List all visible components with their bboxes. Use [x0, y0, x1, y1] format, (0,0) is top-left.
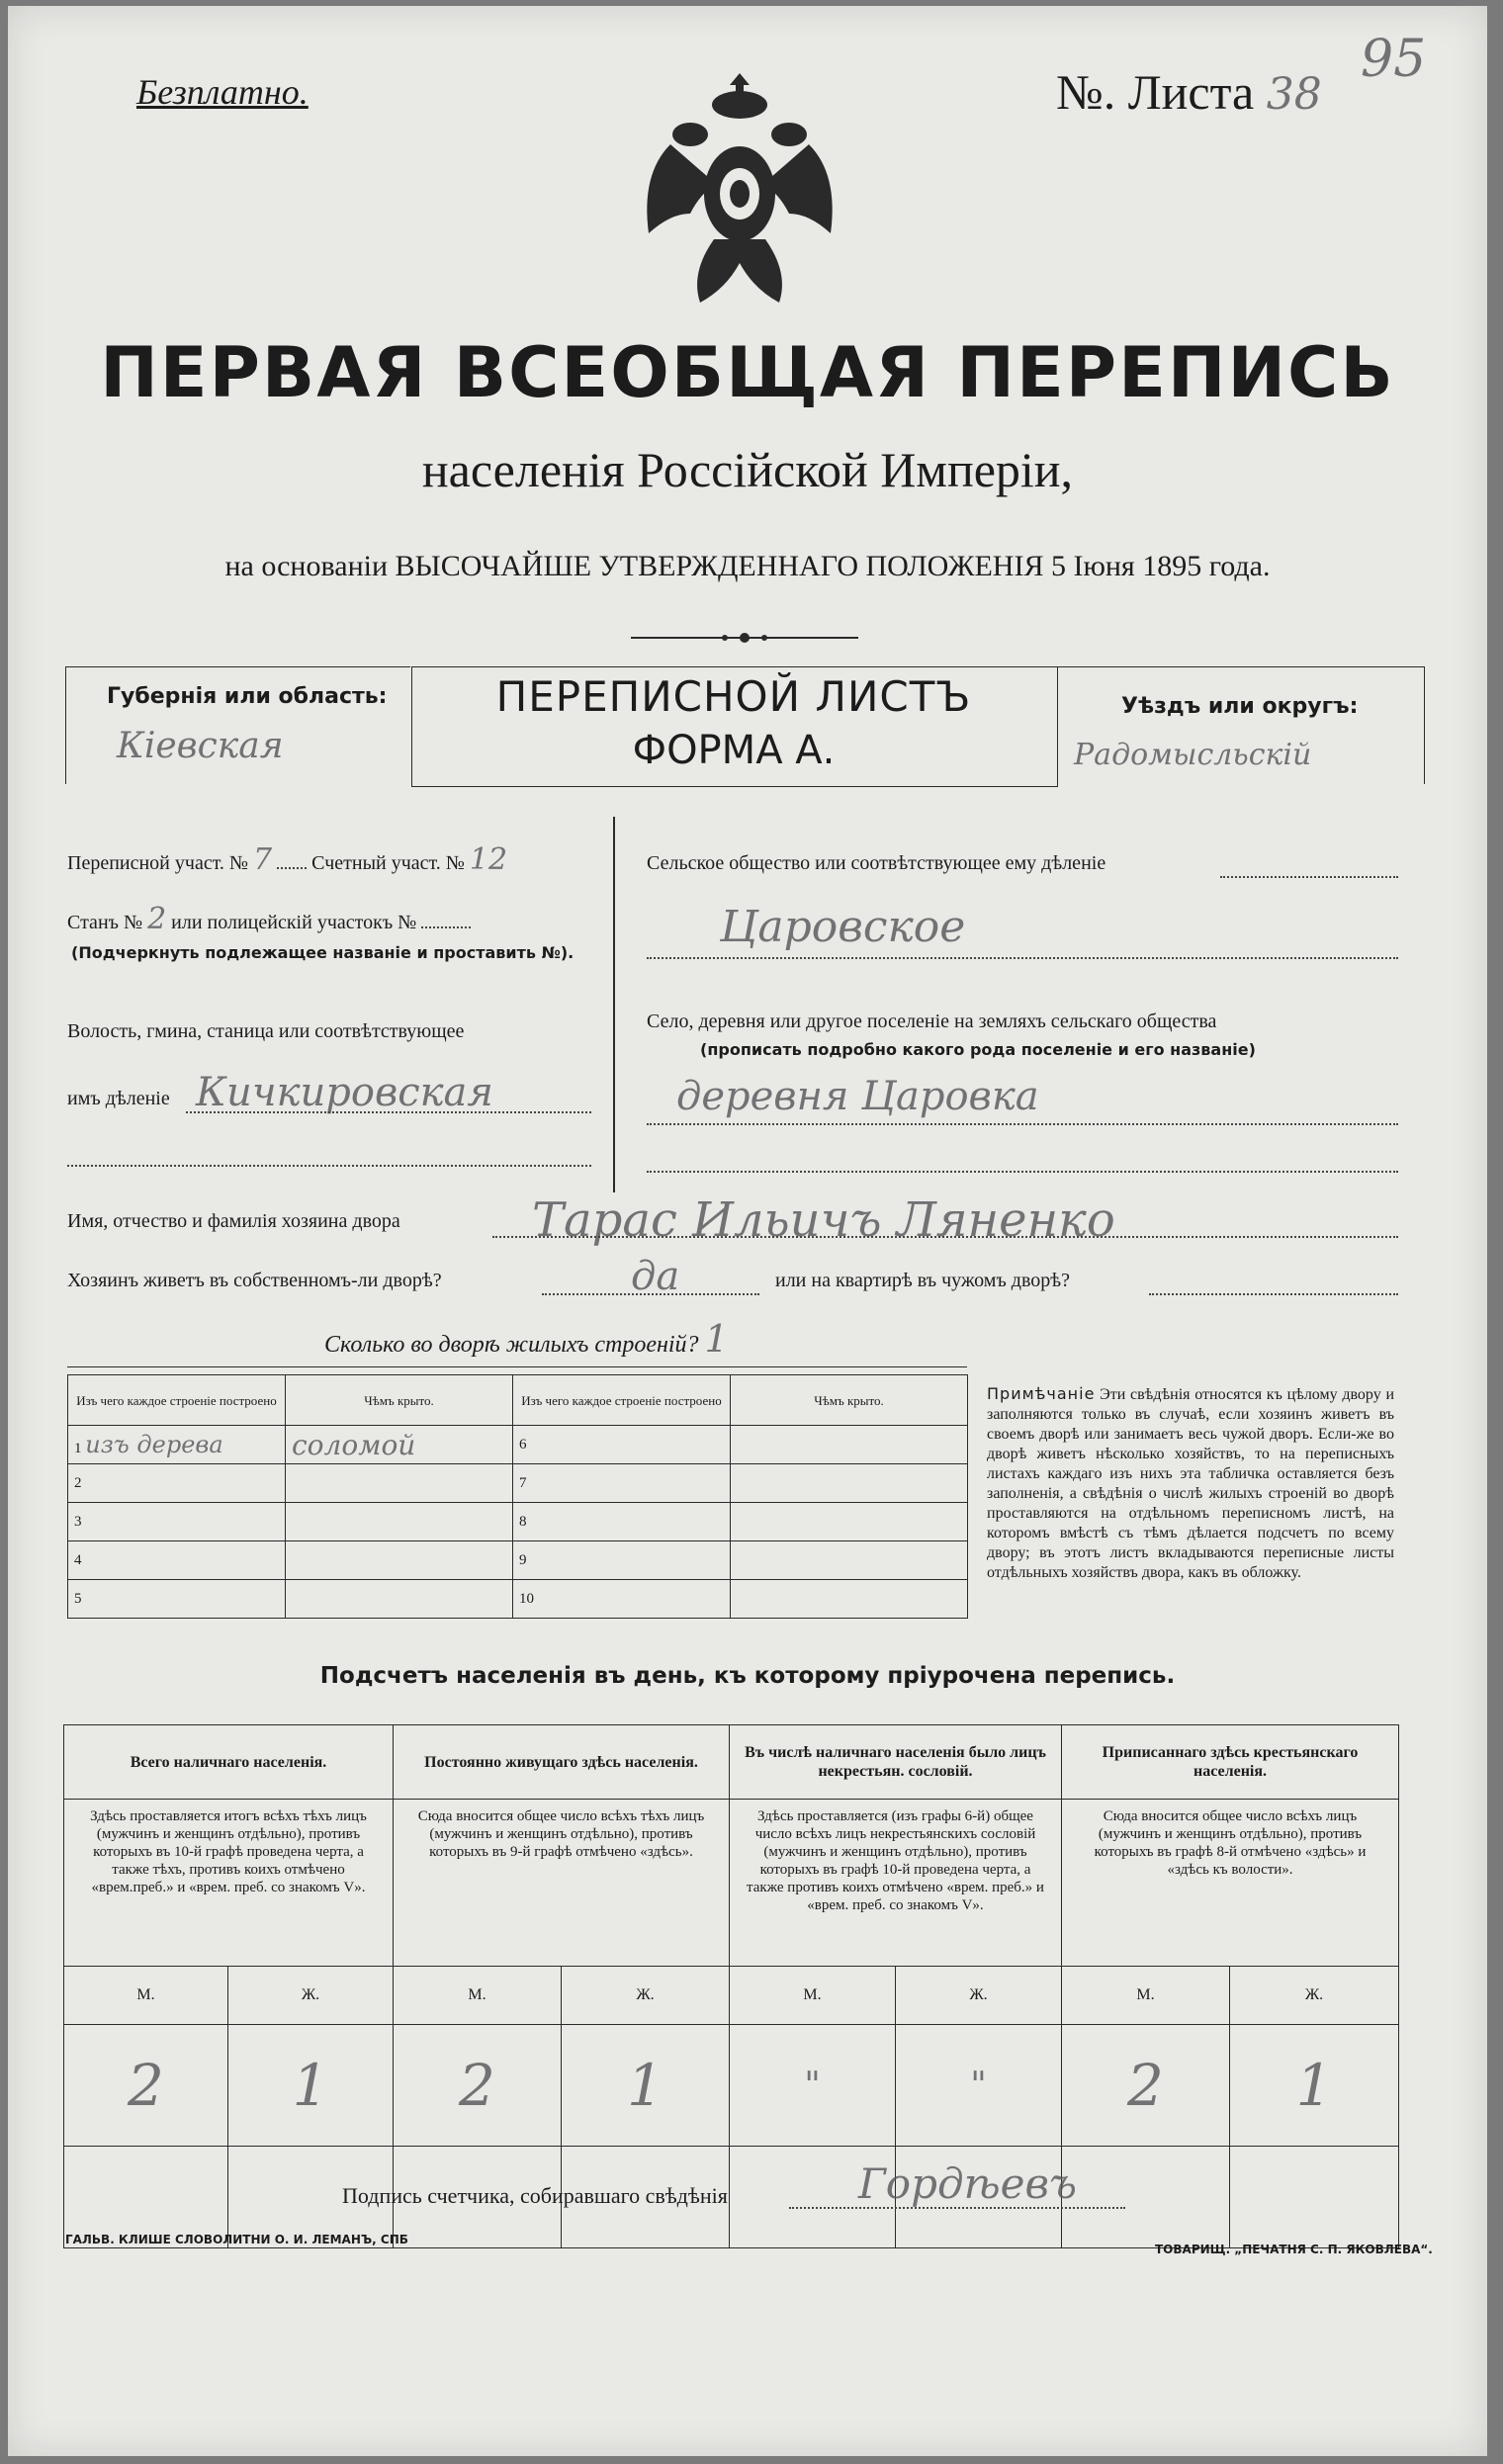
m-label: М.	[394, 1967, 562, 2025]
m-label: М.	[730, 1967, 896, 2025]
col-head-permanent: Постоянно живущаго здѣсь населенія.	[394, 1725, 730, 1800]
signature-value: Гордѣевъ	[858, 2159, 1077, 2208]
m-label: М.	[64, 1967, 228, 2025]
col-roof-left: Чѣмъ крыто.	[286, 1375, 513, 1426]
buildings-top-rule	[67, 1366, 967, 1367]
value-total-m: 2	[64, 2025, 228, 2147]
uezd-label: Уѣздъ или округъ:	[1121, 694, 1359, 719]
volost-label-2: имъ дѣленіе	[67, 1088, 170, 1109]
population-table	[63, 1724, 1399, 2248]
volost-label-1: Волость, гмина, станица или соотвѣтствующее	[67, 1020, 465, 1042]
col-head-total: Всего наличнаго населенія.	[64, 1725, 394, 1800]
table-row	[64, 2025, 1399, 2147]
society-value: Царовское	[720, 902, 966, 952]
underline-note: (Подчеркнуть подлежащее названіе и проставить №).	[71, 943, 575, 962]
district-divider	[613, 817, 615, 1192]
volost-dots	[186, 1111, 591, 1113]
f-label: Ж.	[562, 1967, 730, 2025]
printer-right: ТОВАРИЩ. „ПЕЧАТНЯ С. П. ЯКОВЛЕВА“.	[1155, 2243, 1433, 2256]
value-permanent-f: 1	[562, 2025, 730, 2147]
society-label: Сельское общество или соотвѣтствующее ему дѣленіе	[647, 852, 1106, 874]
table-row: 3 8	[68, 1503, 968, 1541]
value-peasant-f: 1	[1230, 2025, 1399, 2147]
desc-total: Здѣсь проставляется итогъ всѣхъ тѣхъ лицъ (мужчинъ и женщинъ отдѣльно), противъ которыхъ въ 10-й графѣ проведена черта, а также тѣхъ, противъ коихъ отмѣчено «врем.преб.» и «врем. преб. со знакомъ V».	[64, 1800, 394, 1967]
buildings-count: Сколько во дворѣ жилыхъ строеній? 1	[324, 1317, 729, 1361]
m-label: М.	[1062, 1967, 1230, 2025]
value-non-peasant-m: "	[730, 2025, 896, 2147]
form-title-line1: ПЕРЕПИСНОЙ ЛИСТЪ	[495, 672, 972, 721]
subtitle: населенія Россійской Имперіи,	[421, 442, 1074, 497]
table-row: 5 10	[68, 1580, 968, 1619]
value-non-peasant-f: "	[896, 2025, 1062, 2147]
own-yard-value: да	[631, 1254, 680, 1299]
village-value: деревня Царовка	[676, 1074, 1039, 1119]
owner-name-value: Тарас Ильичъ Ляненко	[532, 1192, 1115, 1248]
stan-line: Станъ № 2 или полицейскій участокъ №	[67, 902, 471, 936]
table-row: 1 изъ дерева соломой 6	[68, 1426, 968, 1464]
desc-peasant: Сюда вносится общее число всѣхъ лицъ (мужчинъ и женщинъ отдѣльно), противъ которыхъ въ графѣ 8-й отмѣчено «здѣсь» и «здѣсь къ волости».	[1062, 1800, 1399, 1967]
buildings-table	[67, 1374, 968, 1619]
population-title: Подсчетъ населенія въ день, къ которому пріурочена перепись.	[319, 1663, 1176, 1689]
village-dots-2	[647, 1171, 1398, 1173]
value-total-f: 1	[228, 2025, 394, 2147]
signature-label: Подпись счетчика, собиравшаго свѣдѣнія	[342, 2183, 728, 2208]
col-roof-right: Чѣмъ крыто.	[731, 1375, 968, 1426]
basis-line: на основаніи ВЫСОЧАЙШЕ УТВЕРЖДЕННАГО ПОЛОЖЕНІЯ 5 Іюня 1895 года.	[224, 550, 1271, 582]
col-material-left: Изъ чего каждое строеніе построено	[68, 1375, 286, 1426]
gubernia-label: Губернія или область:	[107, 684, 388, 709]
gubernia-value: Кіевская	[117, 726, 284, 766]
own-yard-dots	[542, 1293, 759, 1295]
census-sheet	[8, 6, 1487, 2456]
col-head-peasant: Приписаннаго здѣсь крестьянскаго населенія.	[1062, 1725, 1399, 1800]
f-label: Ж.	[228, 1967, 394, 2025]
desc-permanent: Сюда вносится общее число всѣхъ тѣхъ лицъ (мужчинъ и женщинъ отдѣльно), противъ которыхъ въ 9-й графѣ отмѣчено «здѣсь».	[394, 1800, 730, 1967]
f-label: Ж.	[896, 1967, 1062, 2025]
f-label: Ж.	[1230, 1967, 1399, 2025]
free-label: Безплатно.	[136, 72, 309, 112]
village-note: (прописать подробно какого рода поселеніе и его названіе)	[700, 1040, 1256, 1059]
sheet-number: №. Листа 38	[1056, 64, 1322, 120]
signature-dots	[789, 2207, 1125, 2209]
owner-name-dots	[492, 1236, 1398, 1238]
village-dots	[647, 1123, 1398, 1125]
table-row: 2 7	[68, 1464, 968, 1503]
table-row: 4 9	[68, 1541, 968, 1580]
sheet-number-value: 38	[1266, 69, 1322, 120]
form-title-line2: ФОРМА А.	[632, 728, 836, 773]
rented-dots	[1149, 1293, 1398, 1295]
ornament-divider	[631, 631, 858, 645]
society-dots	[1220, 876, 1398, 878]
main-title: ПЕРВАЯ ВСЕОБЩАЯ ПЕРЕПИСЬ	[100, 332, 1395, 413]
village-label: Село, деревня или другое поселеніе на земляхъ сельскаго общества	[647, 1011, 1217, 1032]
double-headed-eagle-emblem	[631, 65, 848, 327]
volost-value: Кичкировская	[196, 1070, 493, 1115]
note-block: Примѣчаніе Эти свѣдѣнія относятся къ цѣлому двору и заполняются только въ случаѣ, если хозяинъ живетъ въ своемъ дворѣ или занимаетъ весь чужой дворъ. Если-же во дворѣ живетъ нѣсколько хозяйствъ, то на переписныхъ листахъ каждаго изъ нихъ эта табличка оставляется безъ заполненія, а свѣдѣнія о числѣ жилыхъ строеній во дворѣ проставляются на отдѣльномъ переписномъ листѣ, на которомъ вмѣстѣ съ тѣмъ дѣлается подсчетъ по всему двору; въ этотъ листъ вкладываются переписные листы отдѣльныхъ хозяйствъ двора, какъ въ обложку.	[987, 1384, 1394, 1581]
volost-dots-2	[67, 1165, 591, 1167]
owner-name-label: Имя, отчество и фамилія хозяина двора	[67, 1210, 400, 1232]
society-dots-2	[647, 957, 1398, 959]
value-permanent-m: 2	[394, 2025, 562, 2147]
printer-left: ГАЛЬВ. КЛИШЕ СЛОВОЛИТНИ О. И. ЛЕМАНЪ, СПБ	[65, 2233, 408, 2246]
value-peasant-m: 2	[1062, 2025, 1230, 2147]
col-material-right: Изъ чего каждое строеніе построено	[513, 1375, 731, 1426]
archive-number: 95	[1361, 30, 1427, 89]
own-yard-label: Хозяинъ живетъ въ собственномъ-ли дворѣ?	[67, 1270, 442, 1291]
rented-label: или на квартирѣ въ чужомъ дворѣ?	[775, 1270, 1071, 1291]
uezd-value: Радомысльскій	[1074, 738, 1312, 772]
desc-non-peasant: Здѣсь проставляется (изъ графы 6-й) общее число всѣхъ лицъ некрестьянскихъ сословій (мужчинъ и женщинъ отдѣльно), противъ которыхъ въ графѣ 10-й проведена черта, а также противъ коихъ отмѣчено «врем. преб.» и «врем. преб. со знакомъ V».	[730, 1800, 1062, 1967]
col-head-non-peasant: Въ числѣ наличнаго населенія было лицъ некрестьян. сословій.	[730, 1725, 1062, 1800]
census-section: Переписной участ. № 7 Счетный участ. № 12	[67, 842, 508, 877]
